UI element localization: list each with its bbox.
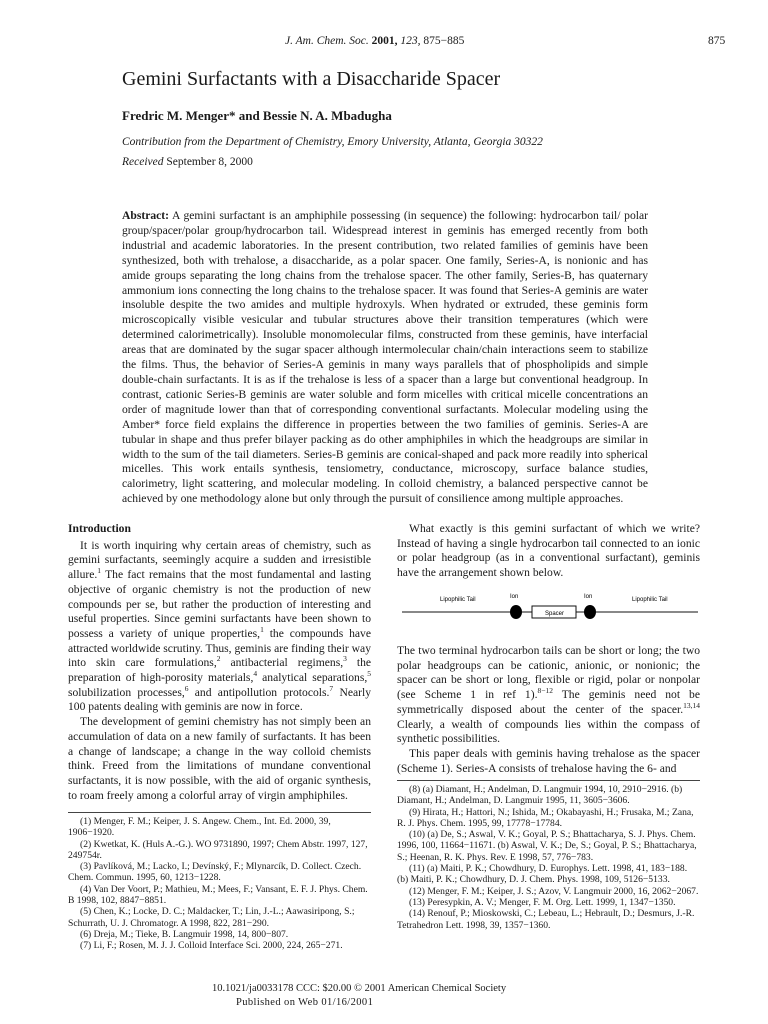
intro-paragraph-2: The development of gemini chemistry has not simply been an accumulation of data on a new family of surfactants. It has been a change of landscape; a change in the way colloid chemists think. Freed from the limitations of mundane conventional surfactants, it is now possible, with the aid of organic synthesis, to roam freely among a colorful array of virgin amphiphiles. <box>68 715 371 802</box>
published-date-line: Published on Web 01/16/2001 <box>236 997 374 1008</box>
right-paragraph-2: The two terminal hydrocarbon tails can be short or long; the two polar headgroups can be cationic, anionic, or nonionic; the spacer can be short or long, flexible or rigid, polar or nonpolar (see Scheme 1 in ref 1).$^{8-12}$ The geminis need not be symmetrically disposed about the center of the spacer.$^{13,14}$ Clearly, a wealth of compounds lies within the compass of synthetic possibilities. <box>397 644 700 746</box>
abstract-text: A gemini surfactant is an amphiphile possessing (in sequence) the following: hydrocarbon tail/ polar group/spacer/polar group/hydrocarbon tail. Widespread interest in geminis has emerged recently from both industrial and academic laboratories. In the present contribution, two related families of geminis have been synthesized, both with trehalose, a disaccharide, as a polar spacer. One family, Series-A, is nonionic and has amide groups separating the long chains from the trehalose spacer. The other family, Series-B, has quaternary ammonium ions connecting the long chains to the trehalose spacer. It was found that Series-A geminis are water insoluble despite the two amides and multiple hydroxyls. When hydrated or extruded, these geminis form microscopically visible vesicular and tubular structures above their transition temperatures (which were determined calorimetrically). Insoluble monomolecular films, constructed from these geminis, have interfacial areas that are dominated by the sugar spacer although intermolecular chain/chain interactions seem to stabilize the films. Thus, the behavior of Series-A geminis in many ways parallels that of phospholipids and simple double-chain surfactants. It is as if the trehalose is less of a spacer than a large but conventional headgroup. In contrast, cationic Series-B geminis are water soluble and form micelles with critical micelle concentrations an order of magnitude lower than that of corresponding conventional surfactants. Molecular modeling using the Amber* force field explains the difference in properties between the two families of geminis. Series-A are tubular in shape and thus prefer bilayer packing as do other amphiphiles in which the headgroups are similar in width to the sum of the tail diameters. Series-B geminis are conical-shaped and pack more readily into spherical micelles. This work entails synthesis, tensiometry, conductance, microscopy, surface balance studies, calorimetry, light scattering, and molecular modeling. In colloid chemistry, a balanced perspective cannot be achieved by one methodology alone but only through the pursuit of consilience among multiple approaches. <box>122 209 648 506</box>
reference-item: (7) Li, F.; Rosen, M. J. J. Colloid Interface Sci. 2000, 224, 265−271. <box>80 940 343 952</box>
intro-paragraph-1: It is worth inquiring why certain areas of chemistry, such as gemini surfactants, seemingly acquire a sudden and irresistible allure.$^1$ The fact remains that the most fundamental and lasting objective of organic chemistry is not the production of new compounds per se, but rather the production of interesting and useful properties. Since gemini surfactants have been shown to possess a variety of unique properties,$^1$ the compounds have attracted worldwide scrutiny. Thus, geminis are finding their way into skin care formulations,$^2$ antibacterial regimens,$^3$ the preparation of high-porosity materials,$^4$ analytical separations,$^5$ solubilization processes,$^6$ and antipollution protocols.$^7$ Nearly 100 patents dealing with geminis are now in force. <box>68 538 372 714</box>
reference-item: (10) (a) De, S.; Aswal, V. K.; Goyal, P. S.; Bhattacharya, S. J. Phys. Chem. 1996, 100, 11664−11671. (b) Aswal, V. K.; De, S.; Goyal, P. S.; Bhattacharya, S.; Heenan, R. K. Phys. Rev. E 1998, 57, 776−783. <box>397 829 697 863</box>
reference-item: (8) (a) Diamant, H.; Andelman, D. Langmuir 1994, 10, 2910−2916. (b) Diamant, H.; Andelman, D. Langmuir 1995, 11, 3605−3606. <box>397 784 683 807</box>
received-date: September 8, 2000 <box>166 156 253 168</box>
reference-item: (13) Peresypkin, A. V.; Menger, F. M. Org. Lett. 1999, 1, 1347−1350. <box>409 896 676 908</box>
lipophilic-tail-left-label: Lipophilic Tail <box>440 597 476 603</box>
article-authors: Fredric M. Menger* and Bessie N. A. Mbadugha <box>122 108 392 123</box>
section-heading-introduction: Introduction <box>68 522 131 535</box>
reference-item: (5) Chen, K.; Locke, D. C.; Maldacker, T.; Lin, J.-L.; Aawasiripong, S.; Schurrath, U. J. Chromatogr. A 1998, 822, 281−290. <box>68 906 355 929</box>
ion-right-mark <box>584 605 596 619</box>
journal-year: 2001, <box>371 35 398 47</box>
right-paragraph-1: What exactly is this gemini surfactant of which we write? Instead of having a single hydrocarbon tail connected to an ionic or polar headgroup (as in a conventional surfactant), geminis have the arrangement shown below. <box>397 522 700 580</box>
right-column-continued <box>397 644 700 776</box>
gemini-structure-diagram <box>400 588 700 630</box>
ion-left-mark <box>510 605 522 619</box>
article-title: Gemini Surfactants with a Disaccharide Spacer <box>122 68 501 90</box>
reference-item: (4) Van Der Voort, P.; Mathieu, M.; Mees, F.; Vansant, E. F. J. Phys. Chem. B 1998, 102, 8847−8851. <box>68 883 368 907</box>
spacer-label: Spacer <box>545 611 565 617</box>
right-paragraph-3: This paper deals with geminis having trehalose as the spacer (Scheme 1). Series-A consists of trehalose having the 6- and <box>397 746 700 775</box>
page-number: 875 <box>708 35 726 47</box>
reference-item: (12) Menger, F. M.; Keiper, J. S.; Azov, V. Langmuir 2000, 16, 2062−2067. <box>409 885 699 897</box>
running-header <box>285 35 464 47</box>
journal-pages: 875−885 <box>423 35 465 47</box>
footnotes-left <box>68 812 371 952</box>
ion-left-label: Ion <box>510 594 519 600</box>
reference-item: (6) Dreja, M.; Tieke, B. Langmuir 1998, 14, 800−807. <box>80 928 289 940</box>
author-affiliation: Contribution from the Department of Chemistry, Emory University, Atlanta, Georgia 30322 <box>122 136 543 148</box>
journal-name: J. Am. Chem. Soc. <box>285 35 369 47</box>
reference-item: (3) Pavlíková, M.; Lacko, I.; Devínský, F.; Mlynarcík, D. Collect. Czech. Chem. Commun. 1995, 60, 1213−1228. <box>68 861 362 884</box>
reference-item: (1) Menger, F. M.; Keiper, J. S. Angew. Chem., Int. Ed. 2000, 39, 1906−1920. <box>68 816 331 839</box>
reference-item: (14) Renouf, P.; Mioskowski, C.; Lebeau, L.; Hebrault, D.; Desmurs, J.-R. Tetrahedron Lett. 1998, 39, 1357−1360. <box>397 908 695 931</box>
lipophilic-tail-right-label: Lipophilic Tail <box>632 597 668 603</box>
journal-volume: 123, <box>400 35 421 47</box>
footnotes-right <box>397 780 700 931</box>
left-column <box>68 522 371 803</box>
received-date-line <box>122 156 253 168</box>
doi-copyright-line: 10.1021/ja0033178 CCC: $20.00 © 2001 American Chemical Society <box>212 983 507 994</box>
received-label: Received <box>122 156 164 168</box>
reference-item: (2) Kwetkat, K. (Huls A.-G.). WO 9731890, 1997; Chem Abstr. 1997, 127, 249754r. <box>68 838 368 861</box>
abstract <box>122 209 648 507</box>
reference-item: (11) (a) Maiti, P. K.; Chowdhury, D. Europhys. Lett. 1998, 41, 183−188. (b) Maiti, P. K.; Chowdhury, D. J. Chem. Phys. 1998, 109, 5126−5133. <box>397 863 688 886</box>
ion-right-label: Ion <box>584 594 593 600</box>
reference-item: (9) Hirata, H.; Hattori, N.; Ishida, M.; Okabayashi, H.; Frusaka, M.; Zana, R. J. Phys. Chem. 1995, 99, 17778−17784. <box>397 806 694 829</box>
abstract-label: Abstract: <box>122 209 170 222</box>
right-column <box>397 522 700 581</box>
